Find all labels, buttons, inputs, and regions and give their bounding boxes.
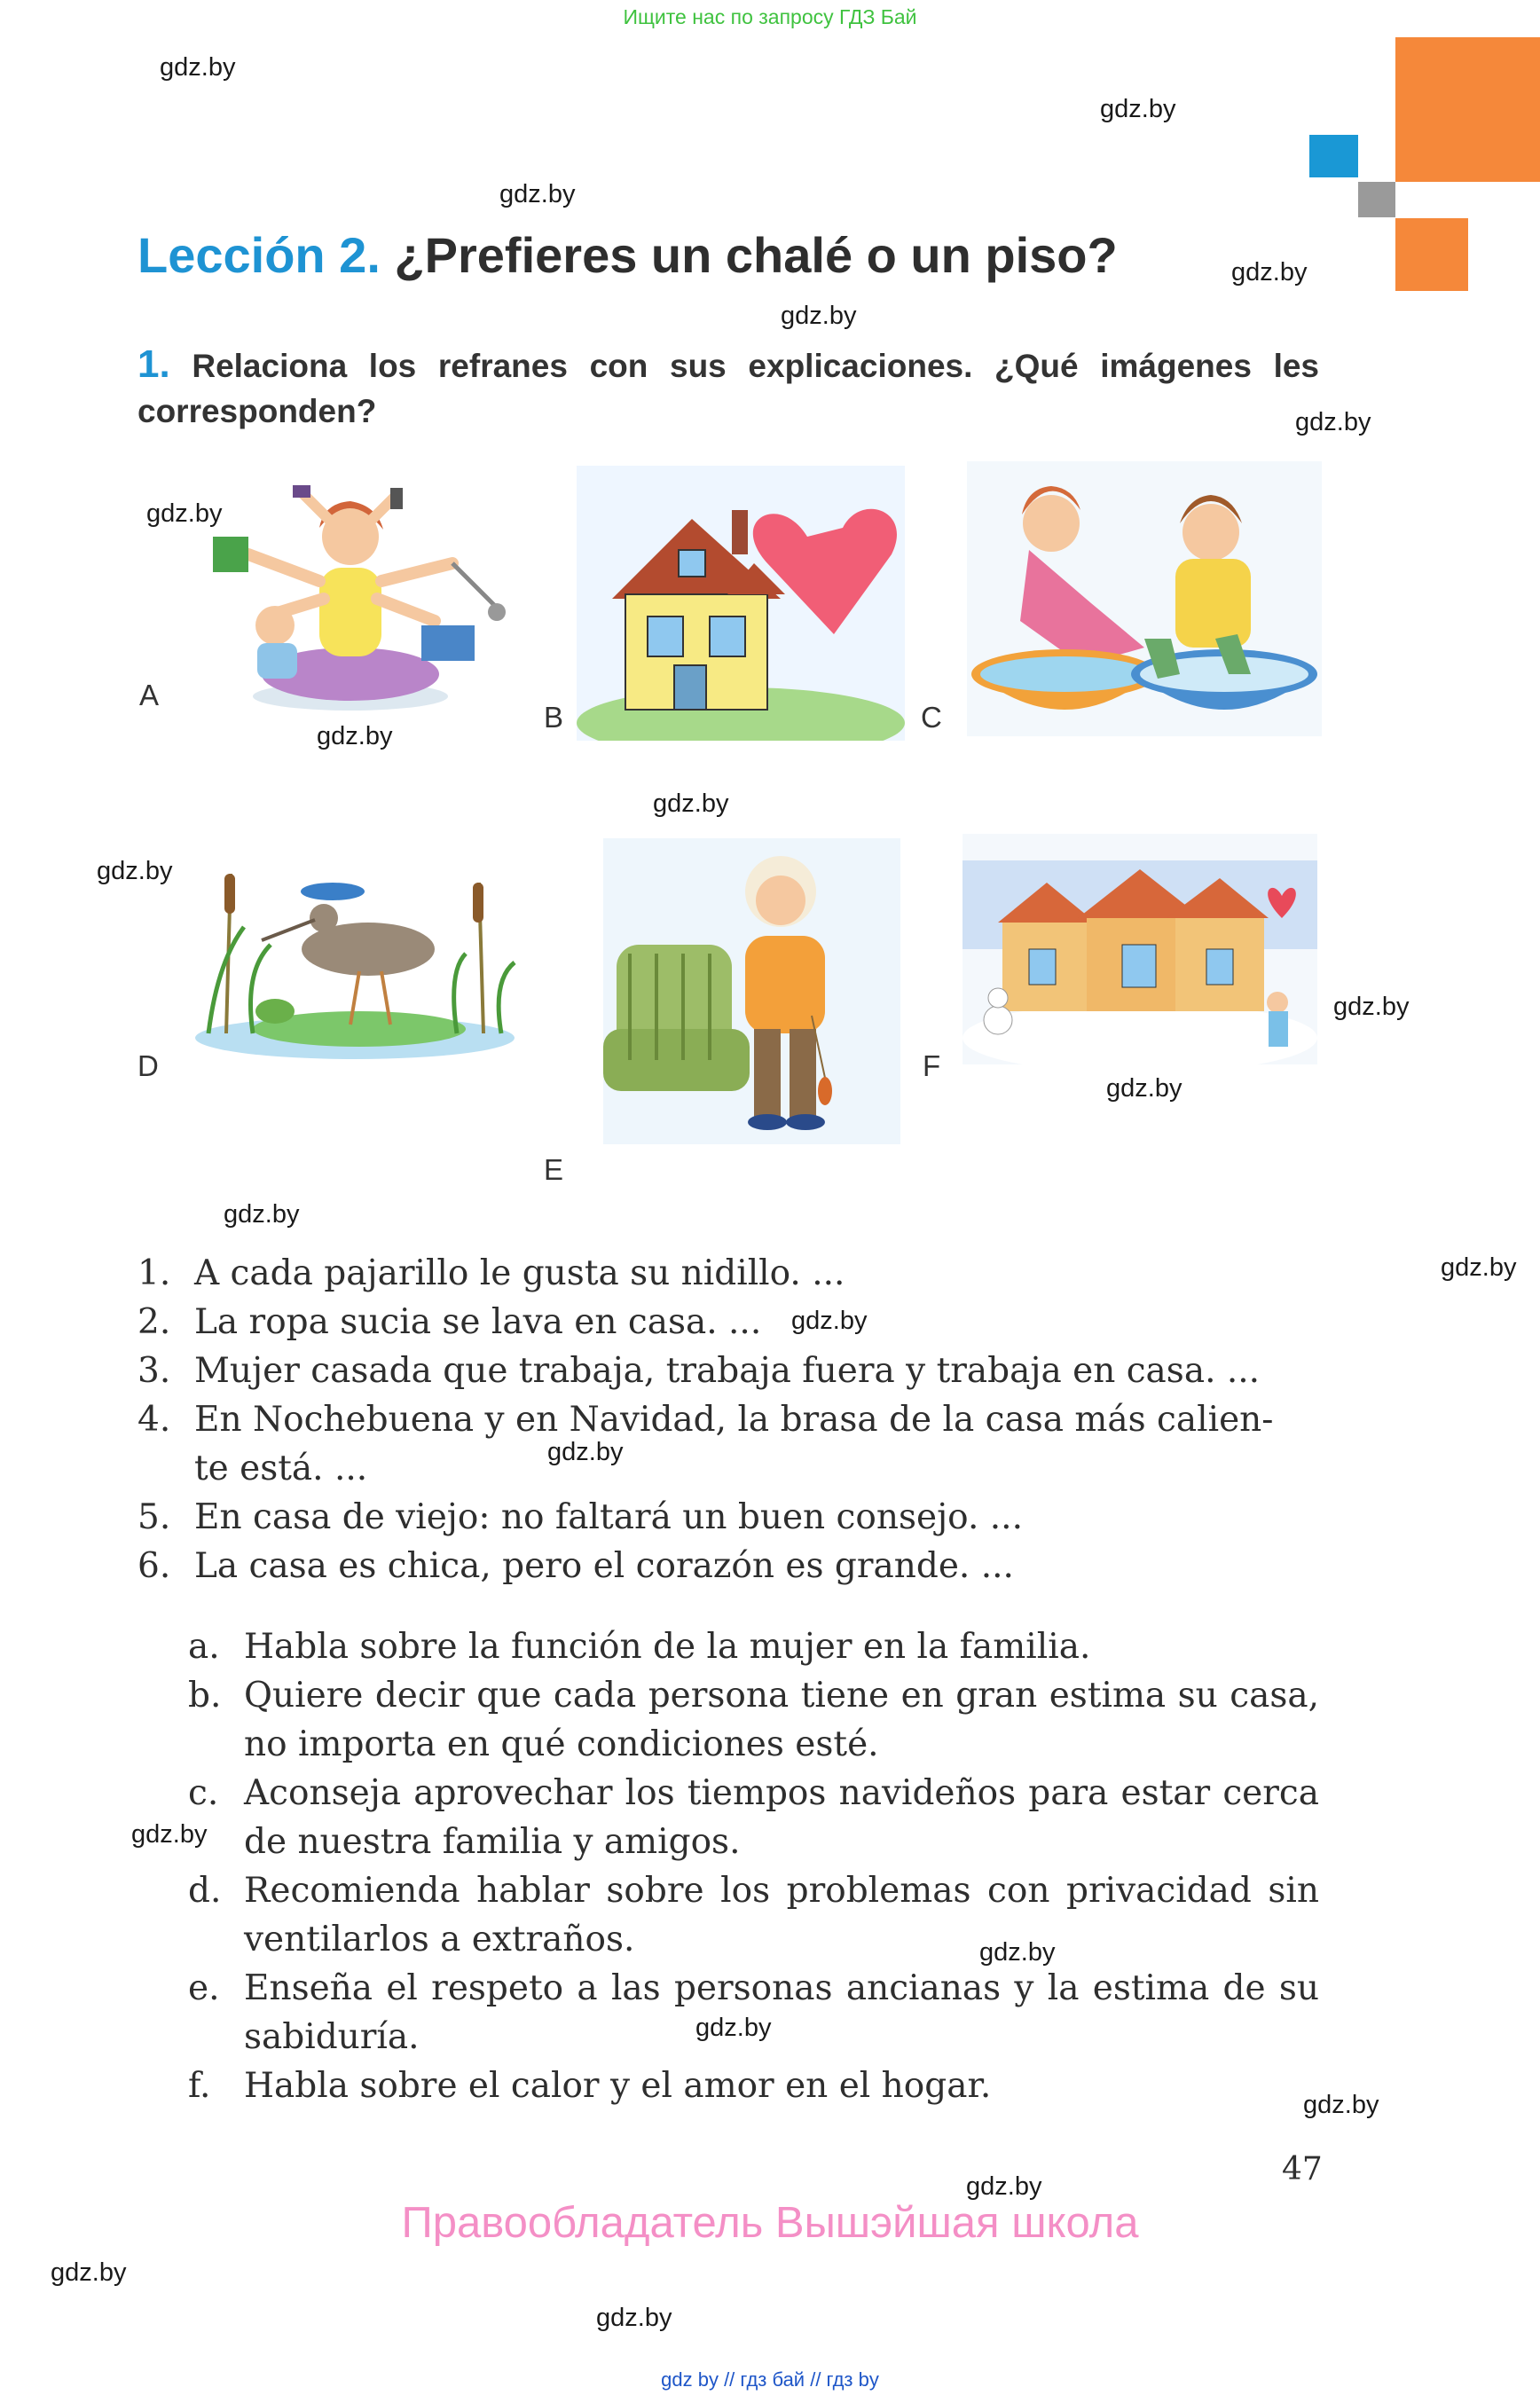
explanation-letter: d. — [188, 1871, 222, 1911]
explanation-b — [188, 1671, 1319, 1769]
decor-square-blue — [1309, 135, 1358, 177]
explanation-e — [188, 1964, 1319, 2061]
watermark: gdz.by — [966, 2172, 1042, 2201]
proverb-text: La ropa sucia se lava en casa. ... — [194, 1302, 762, 1342]
proverb-4-continued — [138, 1444, 1319, 1493]
watermark: gdz.by — [781, 302, 857, 330]
proverb-2 — [138, 1298, 1319, 1347]
lesson-heading: ¿Prefieres un chalé o un piso? — [394, 227, 1118, 283]
proverb-text: Mujer casada que trabaja, trabaja fuera y trabaja en casa. ... — [194, 1351, 1261, 1391]
proverb-1 — [138, 1249, 1319, 1298]
top-banner: Ищите нас по запросу ГДЗ Бай — [623, 5, 917, 28]
proverb-text: A cada pajarillo le gusta su nidillo. ... — [194, 1253, 845, 1293]
decor-square-grey — [1358, 182, 1395, 217]
proverb-number: 4. — [138, 1400, 171, 1440]
watermark: gdz.by — [1333, 993, 1410, 1021]
watermark: gdz.by — [160, 53, 236, 82]
explanation-text: Habla sobre la función de la mujer en la familia. — [244, 1627, 1091, 1667]
explanation-letter: f. — [188, 2066, 211, 2106]
proverb-number: 3. — [138, 1351, 171, 1391]
watermark: gdz.by — [1295, 408, 1371, 436]
watermark: gdz.by — [97, 857, 173, 885]
proverb-number: 6. — [138, 1546, 171, 1586]
watermark: gdz.by — [224, 1200, 300, 1229]
watermark: gdz.by — [653, 789, 729, 818]
proverb-3 — [138, 1347, 1319, 1395]
watermark: gdz.by — [51, 2258, 127, 2287]
watermark: gdz.by — [596, 2304, 672, 2332]
lesson-number: Lección 2. — [138, 227, 381, 283]
label-d: D — [138, 1049, 159, 1082]
proverb-number: 2. — [138, 1302, 171, 1342]
task-number: 1. — [138, 342, 170, 386]
proverb-text: En Nochebuena y en Navidad, la brasa de la casa más calien- — [194, 1400, 1274, 1440]
label-c: C — [921, 701, 942, 734]
page-number: 47 — [1282, 2151, 1323, 2187]
proverb-text: te está. ... — [194, 1449, 368, 1488]
decor-square-orange-large — [1395, 37, 1540, 182]
explanation-letter: b. — [188, 1676, 222, 1716]
watermark: gdz.by — [1106, 1074, 1182, 1103]
proverb-number: 5. — [138, 1497, 171, 1537]
label-a: A — [139, 679, 160, 711]
picture-c — [967, 461, 1322, 736]
explanation-f — [188, 2061, 1319, 2110]
task-text: Relaciona los refranes con sus explicaciones. ¿Qué imágenes les corresponden? — [138, 348, 1319, 429]
picture-e — [603, 838, 900, 1144]
watermark: gdz.by — [146, 499, 223, 528]
explanation-text: Aconseja aprovechar los tiempos navideños para estar cerca de nuestra familia y amigos. — [244, 1773, 1319, 1862]
watermark: gdz.by — [131, 1820, 208, 1849]
label-f: F — [923, 1049, 941, 1082]
watermark: gdz.by — [1441, 1253, 1517, 1282]
footer-links: gdz by // гдз бай // гдз by — [661, 2368, 879, 2391]
watermark: gdz.by — [499, 180, 576, 208]
picture-f — [962, 834, 1317, 1064]
proverb-text: La casa es chica, pero el corazón es grande. ... — [194, 1546, 1014, 1586]
task-instruction — [138, 342, 1319, 434]
watermark: gdz.by — [979, 1938, 1056, 1967]
proverb-6 — [138, 1542, 1319, 1590]
proverb-number: 1. — [138, 1253, 171, 1293]
explanation-letter: c. — [188, 1773, 219, 1813]
decor-square-orange-small — [1395, 218, 1468, 291]
explanation-letter: e. — [188, 1968, 220, 2008]
proverb-text: En casa de viejo: no faltará un buen consejo. ... — [194, 1497, 1023, 1537]
picture-a — [195, 475, 506, 714]
watermark: gdz.by — [1231, 258, 1308, 287]
explanation-letter: a. — [188, 1627, 220, 1667]
label-e: E — [544, 1153, 564, 1186]
copyright-holder: Правообладатель Вышэйшая школа — [401, 2199, 1139, 2247]
explanation-a — [188, 1622, 1319, 1671]
watermark: gdz.by — [791, 1307, 868, 1335]
proverb-5 — [138, 1493, 1319, 1542]
watermark: gdz.by — [1303, 2091, 1379, 2119]
lesson-title — [138, 226, 1118, 284]
label-b: B — [544, 701, 564, 734]
watermark: gdz.by — [695, 2014, 772, 2042]
picture-d — [191, 856, 519, 1060]
explanation-text: Habla sobre el calor y el amor en el hogar. — [244, 2066, 992, 2106]
explanation-d — [188, 1866, 1319, 1964]
explanation-text: Quiere decir que cada persona tiene en gran estima su casa, no importa en qué condiciones esté. — [244, 1676, 1319, 1764]
explanation-text: Recomienda hablar sobre los problemas con privacidad sin ventilarlos a extraños. — [244, 1871, 1319, 1959]
explanation-c — [188, 1769, 1319, 1866]
picture-b — [577, 466, 905, 741]
watermark: gdz.by — [317, 722, 393, 750]
explanation-text: Enseña el respeto a las personas ancianas y la estima de su sabiduría. — [244, 1968, 1319, 2057]
watermark: gdz.by — [1100, 95, 1176, 123]
proverb-4 — [138, 1395, 1319, 1444]
watermark: gdz.by — [547, 1438, 624, 1466]
